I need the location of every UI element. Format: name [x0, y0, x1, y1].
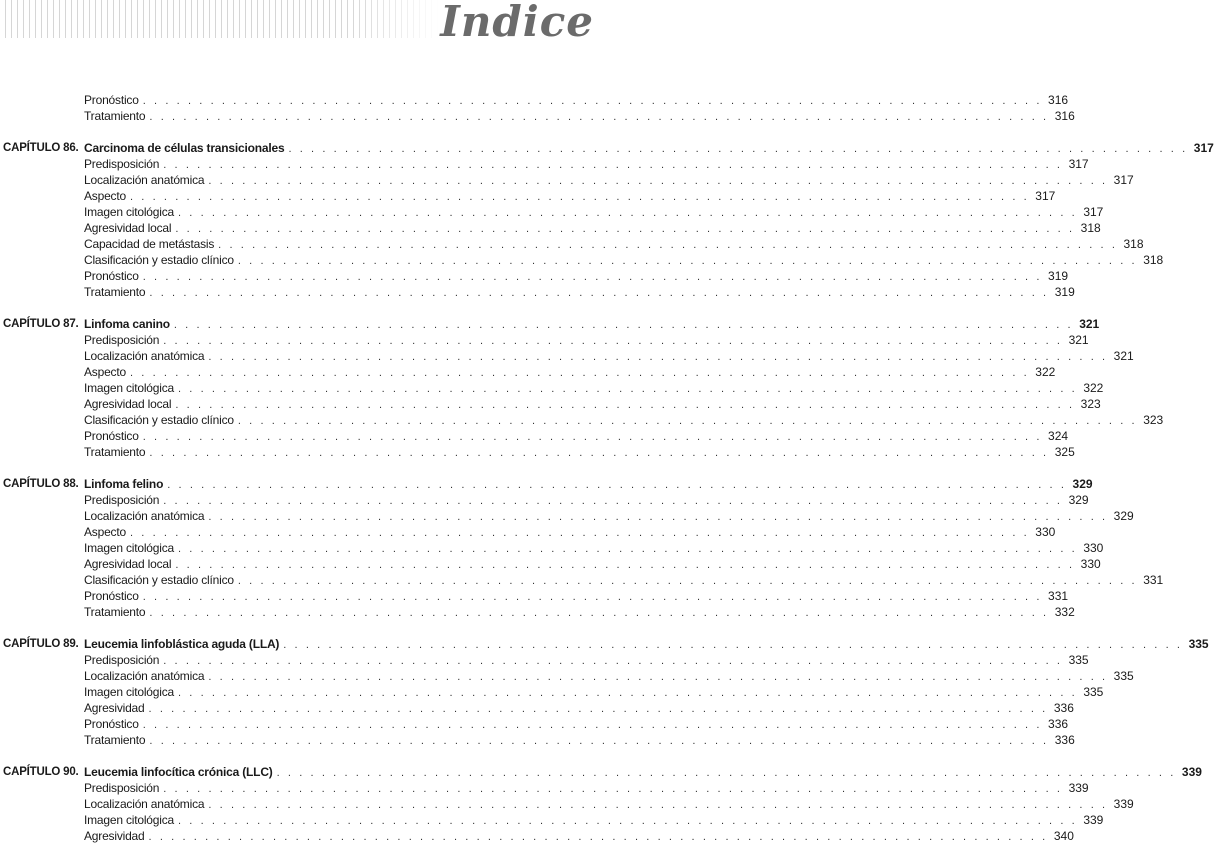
page-number: 335 — [1068, 653, 1089, 667]
entry-label: Agresividad — [84, 829, 145, 843]
entry-label: Agresividad local — [84, 557, 172, 571]
toc-entry-row — [0, 268, 1069, 284]
page-number: 322 — [1035, 365, 1056, 379]
entry-label: Clasificación y estadio clínico — [84, 573, 234, 587]
page-number: 317 — [1113, 173, 1134, 187]
entry-label: Tratamiento — [84, 605, 146, 619]
page-number: 330 — [1080, 557, 1101, 571]
page-number: 318 — [1123, 237, 1144, 251]
page-number: 335 — [1188, 637, 1209, 651]
page-number: 329 — [1068, 493, 1089, 507]
entry-label: Imagen citológica — [84, 685, 174, 699]
leader-dots: . . . . . . . . . . . . . . . . . . . . . . . . . . . . . . . . . . . . . . . . . . . . . . . . . . . . . . . . . . . . . . . . . . . . . . . . . . . . . . . . — [218, 239, 1118, 251]
page-number: 336 — [1048, 717, 1069, 731]
toc-entry-row — [0, 572, 1164, 588]
toc-entry-row — [0, 444, 1075, 460]
chapter-block — [0, 92, 1075, 124]
leader-dots: . . . . . . . . . . . . . . . . . . . . . . . . . . . . . . . . . . . . . . . . . . . . . . . . . . . . . . . . . . . . . . . . . . . . . . . . . . . . . . . . — [208, 351, 1108, 363]
entry-label: Clasificación y estadio clínico — [84, 253, 234, 267]
toc-entry-row — [0, 732, 1075, 748]
leader-dots: . . . . . . . . . . . . . . . . . . . . . . . . . . . . . . . . . . . . . . . . . . . . . . . . . . . . . . . . . . . . . . . . . . . . . . . . . . . . . . . . — [142, 271, 1043, 283]
leader-dots: . . . . . . . . . . . . . . . . . . . . . . . . . . . . . . . . . . . . . . . . . . . . . . . . . . . . . . . . . . . . . . . . . . . . . . . . . . . . . . . . — [163, 655, 1063, 667]
entry-label: Imagen citológica — [84, 205, 174, 219]
page-title: Indice — [440, 0, 594, 46]
toc-entry-row — [0, 428, 1069, 444]
chapter-heading-row — [0, 140, 1214, 156]
leader-dots: . . . . . . . . . . . . . . . . . . . . . . . . . . . . . . . . . . . . . . . . . . . . . . . . . . . . . . . . . . . . . . . . . . . . . . . . . . . . . . . . — [163, 783, 1063, 795]
leader-dots: . . . . . . . . . . . . . . . . . . . . . . . . . . . . . . . . . . . . . . . . . . . . . . . . . . . . . . . . . . . . . . . . . . . . . . . . . . . . . . . . — [288, 143, 1188, 155]
toc-entry-row — [0, 252, 1164, 268]
toc-entry-row — [0, 188, 1056, 204]
page-number: 339 — [1068, 781, 1089, 795]
leader-dots: . . . . . . . . . . . . . . . . . . . . . . . . . . . . . . . . . . . . . . . . . . . . . . . . . . . . . . . . . . . . . . . . . . . . . . . . . . . . . . . . — [149, 111, 1049, 123]
entry-label: Clasificación y estadio clínico — [84, 413, 234, 427]
page-number: 330 — [1083, 541, 1104, 555]
page-number: 339 — [1181, 765, 1202, 779]
entry-label: Aspecto — [84, 525, 126, 539]
toc-entry-row — [0, 716, 1069, 732]
page-number: 317 — [1035, 189, 1056, 203]
entry-label: Agresividad local — [84, 397, 172, 411]
page-number: 316 — [1054, 109, 1075, 123]
page-number: 317 — [1068, 157, 1089, 171]
toc-entry-row — [0, 508, 1134, 524]
table-of-contents — [0, 92, 1214, 860]
toc-entry-row — [0, 828, 1074, 844]
chapter-title: Leucemia linfoblástica aguda (LLA) — [84, 637, 280, 651]
page-number: 324 — [1048, 429, 1069, 443]
page-number: 329 — [1072, 477, 1093, 491]
page-number: 317 — [1083, 205, 1104, 219]
chapter-heading-row — [0, 316, 1100, 332]
leader-dots: . . . . . . . . . . . . . . . . . . . . . . . . . . . . . . . . . . . . . . . . . . . . . . . . . . . . . . . . . . . . . . . . . . . . . . . . . . . . . . . . — [208, 799, 1108, 811]
toc-entry-row — [0, 108, 1075, 124]
chapter-title: Linfoma canino — [84, 317, 170, 331]
page-number: 319 — [1054, 285, 1075, 299]
chapter-number: CAPÍTULO 89. — [3, 638, 79, 650]
page-number: 335 — [1083, 685, 1104, 699]
toc-entry-row — [0, 204, 1104, 220]
page-number: 332 — [1054, 605, 1075, 619]
entry-label: Predisposición — [84, 781, 160, 795]
toc-entry-row — [0, 172, 1134, 188]
chapter-number: CAPÍTULO 88. — [3, 478, 79, 490]
page-number: 325 — [1054, 445, 1075, 459]
page-number: 321 — [1113, 349, 1134, 363]
leader-dots: . . . . . . . . . . . . . . . . . . . . . . . . . . . . . . . . . . . . . . . . . . . . . . . . . . . . . . . . . . . . . . . . . . . . . . . . . . . . . . . . — [208, 511, 1108, 523]
toc-entry-row — [0, 92, 1069, 108]
leader-dots: . . . . . . . . . . . . . . . . . . . . . . . . . . . . . . . . . . . . . . . . . . . . . . . . . . . . . . . . . . . . . . . . . . . . . . . . . . . . . . . . — [163, 335, 1063, 347]
toc-entry-row — [0, 684, 1104, 700]
page-number: 329 — [1113, 509, 1134, 523]
entry-label: Predisposición — [84, 493, 160, 507]
entry-label: Pronóstico — [84, 429, 139, 443]
toc-entry-row — [0, 540, 1104, 556]
chapter-number: CAPÍTULO 90. — [3, 766, 79, 778]
toc-entry-row — [0, 284, 1075, 300]
entry-label: Tratamiento — [84, 285, 146, 299]
chapter-heading-row — [0, 476, 1093, 492]
page-number: 323 — [1143, 413, 1164, 427]
entry-label: Aspecto — [84, 189, 126, 203]
toc-entry-row — [0, 236, 1144, 252]
leader-dots: . . . . . . . . . . . . . . . . . . . . . . . . . . . . . . . . . . . . . . . . . . . . . . . . . . . . . . . . . . . . . . . . . . . . . . . . . . . . . . . . — [283, 639, 1183, 651]
toc-entry-row — [0, 332, 1089, 348]
page-number: 339 — [1083, 813, 1104, 827]
toc-entry-row — [0, 780, 1089, 796]
leader-dots: . . . . . . . . . . . . . . . . . . . . . . . . . . . . . . . . . . . . . . . . . . . . . . . . . . . . . . . . . . . . . . . . . . . . . . . . . . . . . . . . — [237, 575, 1138, 587]
leader-dots: . . . . . . . . . . . . . . . . . . . . . . . . . . . . . . . . . . . . . . . . . . . . . . . . . . . . . . . . . . . . . . . . . . . . . . . . . . . . . . . . — [178, 687, 1078, 699]
page-number: 336 — [1054, 733, 1075, 747]
page-number: 330 — [1035, 525, 1056, 539]
entry-label: Localización anatómica — [84, 173, 205, 187]
leader-dots: . . . . . . . . . . . . . . . . . . . . . . . . . . . . . . . . . . . . . . . . . . . . . . . . . . . . . . . . . . . . . . . . . . . . . . . . . . . . . . . . — [178, 207, 1078, 219]
leader-dots: . . . . . . . . . . . . . . . . . . . . . . . . . . . . . . . . . . . . . . . . . . . . . . . . . . . . . . . . . . . . . . . . . . . . . . . . . . . . . . . . — [149, 735, 1049, 747]
entry-label: Localización anatómica — [84, 509, 205, 523]
toc-entry-row — [0, 604, 1075, 620]
leader-dots: . . . . . . . . . . . . . . . . . . . . . . . . . . . . . . . . . . . . . . . . . . . . . . . . . . . . . . . . . . . . . . . . . . . . . . . . . . . . . . . . — [142, 719, 1043, 731]
chapter-block — [0, 140, 1214, 300]
page-number: 322 — [1083, 381, 1104, 395]
leader-dots: . . . . . . . . . . . . . . . . . . . . . . . . . . . . . . . . . . . . . . . . . . . . . . . . . . . . . . . . . . . . . . . . . . . . . . . . . . . . . . . . — [129, 527, 1030, 539]
leader-dots: . . . . . . . . . . . . . . . . . . . . . . . . . . . . . . . . . . . . . . . . . . . . . . . . . . . . . . . . . . . . . . . . . . . . . . . . . . . . . . . . — [163, 159, 1063, 171]
toc-entry-row — [0, 156, 1089, 172]
entry-label: Localización anatómica — [84, 669, 205, 683]
toc-entry-row — [0, 364, 1056, 380]
entry-label: Imagen citológica — [84, 541, 174, 555]
leader-dots: . . . . . . . . . . . . . . . . . . . . . . . . . . . . . . . . . . . . . . . . . . . . . . . . . . . . . . . . . . . . . . . . . . . . . . . . . . . . . . . . — [148, 831, 1048, 843]
leader-dots: . . . . . . . . . . . . . . . . . . . . . . . . . . . . . . . . . . . . . . . . . . . . . . . . . . . . . . . . . . . . . . . . . . . . . . . . . . . . . . . . — [276, 767, 1176, 779]
toc-entry-row — [0, 556, 1101, 572]
chapter-heading-row — [0, 636, 1209, 652]
entry-label: Tratamiento — [84, 733, 146, 747]
chapter-number: CAPÍTULO 87. — [3, 318, 79, 330]
entry-label: Agresividad local — [84, 221, 172, 235]
toc-entry-row — [0, 812, 1104, 828]
entry-label: Aspecto — [84, 365, 126, 379]
chapter-block — [0, 316, 1164, 460]
entry-label: Tratamiento — [84, 445, 146, 459]
leader-dots: . . . . . . . . . . . . . . . . . . . . . . . . . . . . . . . . . . . . . . . . . . . . . . . . . . . . . . . . . . . . . . . . . . . . . . . . . . . . . . . . — [149, 287, 1049, 299]
entry-label: Localización anatómica — [84, 349, 205, 363]
toc-entry-row — [0, 380, 1104, 396]
entry-label: Imagen citológica — [84, 381, 174, 395]
toc-entry-row — [0, 348, 1134, 364]
leader-dots: . . . . . . . . . . . . . . . . . . . . . . . . . . . . . . . . . . . . . . . . . . . . . . . . . . . . . . . . . . . . . . . . . . . . . . . . . . . . . . . . — [178, 383, 1078, 395]
page-number: 317 — [1193, 141, 1214, 155]
entry-label: Predisposición — [84, 653, 160, 667]
page-number: 319 — [1048, 269, 1069, 283]
leader-dots: . . . . . . . . . . . . . . . . . . . . . . . . . . . . . . . . . . . . . . . . . . . . . . . . . . . . . . . . . . . . . . . . . . . . . . . . . . . . . . . . — [208, 175, 1108, 187]
entry-label: Pronóstico — [84, 717, 139, 731]
page-number: 318 — [1143, 253, 1164, 267]
entry-label: Imagen citológica — [84, 813, 174, 827]
page-number: 335 — [1113, 669, 1134, 683]
page-number: 331 — [1143, 573, 1164, 587]
entry-label: Pronóstico — [84, 93, 139, 107]
leader-dots: . . . . . . . . . . . . . . . . . . . . . . . . . . . . . . . . . . . . . . . . . . . . . . . . . . . . . . . . . . . . . . . . . . . . . . . . . . . . . . . . — [237, 255, 1138, 267]
chapter-heading-row — [0, 764, 1202, 780]
leader-dots: . . . . . . . . . . . . . . . . . . . . . . . . . . . . . . . . . . . . . . . . . . . . . . . . . . . . . . . . . . . . . . . . . . . . . . . . . . . . . . . . — [149, 447, 1049, 459]
leader-dots: . . . . . . . . . . . . . . . . . . . . . . . . . . . . . . . . . . . . . . . . . . . . . . . . . . . . . . . . . . . . . . . . . . . . . . . . . . . . . . . . — [175, 223, 1075, 235]
entry-label: Predisposición — [84, 157, 160, 171]
page-number: 316 — [1048, 93, 1069, 107]
chapter-block — [0, 476, 1164, 620]
chapter-block — [0, 636, 1209, 748]
page-number: 331 — [1048, 589, 1069, 603]
leader-dots: . . . . . . . . . . . . . . . . . . . . . . . . . . . . . . . . . . . . . . . . . . . . . . . . . . . . . . . . . . . . . . . . . . . . . . . . . . . . . . . . — [237, 415, 1138, 427]
toc-entry-row — [0, 796, 1134, 812]
page-number: 321 — [1068, 333, 1089, 347]
leader-dots: . . . . . . . . . . . . . . . . . . . . . . . . . . . . . . . . . . . . . . . . . . . . . . . . . . . . . . . . . . . . . . . . . . . . . . . . . . . . . . . . — [178, 815, 1078, 827]
leader-dots: . . . . . . . . . . . . . . . . . . . . . . . . . . . . . . . . . . . . . . . . . . . . . . . . . . . . . . . . . . . . . . . . . . . . . . . . . . . . . . . . — [175, 559, 1075, 571]
chapter-number: CAPÍTULO 86. — [3, 142, 79, 154]
leader-dots: . . . . . . . . . . . . . . . . . . . . . . . . . . . . . . . . . . . . . . . . . . . . . . . . . . . . . . . . . . . . . . . . . . . . . . . . . . . . . . . . — [178, 543, 1078, 555]
toc-entry-row — [0, 700, 1074, 716]
entry-label: Predisposición — [84, 333, 160, 347]
leader-dots: . . . . . . . . . . . . . . . . . . . . . . . . . . . . . . . . . . . . . . . . . . . . . . . . . . . . . . . . . . . . . . . . . . . . . . . . . . . . . . . . — [149, 607, 1049, 619]
leader-dots: . . . . . . . . . . . . . . . . . . . . . . . . . . . . . . . . . . . . . . . . . . . . . . . . . . . . . . . . . . . . . . . . . . . . . . . . . . . . . . . . — [148, 703, 1048, 715]
page-header — [0, 0, 600, 44]
leader-dots: . . . . . . . . . . . . . . . . . . . . . . . . . . . . . . . . . . . . . . . . . . . . . . . . . . . . . . . . . . . . . . . . . . . . . . . . . . . . . . . . — [129, 191, 1030, 203]
chapter-title: Leucemia linfocítica crónica (LLC) — [84, 765, 273, 779]
page-number: 340 — [1053, 829, 1074, 843]
toc-entry-row — [0, 652, 1089, 668]
toc-entry-row — [0, 492, 1089, 508]
entry-label: Tratamiento — [84, 109, 146, 123]
toc-entry-row — [0, 220, 1101, 236]
toc-entry-row — [0, 668, 1134, 684]
page-number: 336 — [1053, 701, 1074, 715]
page-number: 323 — [1080, 397, 1101, 411]
leader-dots: . . . . . . . . . . . . . . . . . . . . . . . . . . . . . . . . . . . . . . . . . . . . . . . . . . . . . . . . . . . . . . . . . . . . . . . . . . . . . . . . — [208, 671, 1108, 683]
entry-label: Agresividad — [84, 701, 145, 715]
chapter-block — [0, 764, 1202, 844]
entry-label: Pronóstico — [84, 269, 139, 283]
entry-label: Capacidad de metástasis — [84, 237, 215, 251]
page-number: 339 — [1113, 797, 1134, 811]
page-number: 321 — [1079, 317, 1100, 331]
page-number: 318 — [1080, 221, 1101, 235]
leader-dots: . . . . . . . . . . . . . . . . . . . . . . . . . . . . . . . . . . . . . . . . . . . . . . . . . . . . . . . . . . . . . . . . . . . . . . . . . . . . . . . . — [129, 367, 1030, 379]
leader-dots: . . . . . . . . . . . . . . . . . . . . . . . . . . . . . . . . . . . . . . . . . . . . . . . . . . . . . . . . . . . . . . . . . . . . . . . . . . . . . . . . — [142, 591, 1043, 603]
entry-label: Localización anatómica — [84, 797, 205, 811]
leader-dots: . . . . . . . . . . . . . . . . . . . . . . . . . . . . . . . . . . . . . . . . . . . . . . . . . . . . . . . . . . . . . . . . . . . . . . . . . . . . . . . . — [163, 495, 1063, 507]
leader-dots: . . . . . . . . . . . . . . . . . . . . . . . . . . . . . . . . . . . . . . . . . . . . . . . . . . . . . . . . . . . . . . . . . . . . . . . . . . . . . . . . — [173, 319, 1074, 331]
toc-entry-row — [0, 412, 1164, 428]
leader-dots: . . . . . . . . . . . . . . . . . . . . . . . . . . . . . . . . . . . . . . . . . . . . . . . . . . . . . . . . . . . . . . . . . . . . . . . . . . . . . . . . — [175, 399, 1075, 411]
leader-dots: . . . . . . . . . . . . . . . . . . . . . . . . . . . . . . . . . . . . . . . . . . . . . . . . . . . . . . . . . . . . . . . . . . . . . . . . . . . . . . . . — [142, 95, 1043, 107]
toc-entry-row — [0, 524, 1056, 540]
entry-label: Pronóstico — [84, 589, 139, 603]
toc-entry-row — [0, 396, 1101, 412]
leader-dots: . . . . . . . . . . . . . . . . . . . . . . . . . . . . . . . . . . . . . . . . . . . . . . . . . . . . . . . . . . . . . . . . . . . . . . . . . . . . . . . . — [167, 479, 1067, 491]
toc-entry-row — [0, 588, 1069, 604]
leader-dots: . . . . . . . . . . . . . . . . . . . . . . . . . . . . . . . . . . . . . . . . . . . . . . . . . . . . . . . . . . . . . . . . . . . . . . . . . . . . . . . . — [142, 431, 1043, 443]
chapter-title: Linfoma felino — [84, 477, 164, 491]
chapter-title: Carcinoma de células transicionales — [84, 141, 285, 155]
